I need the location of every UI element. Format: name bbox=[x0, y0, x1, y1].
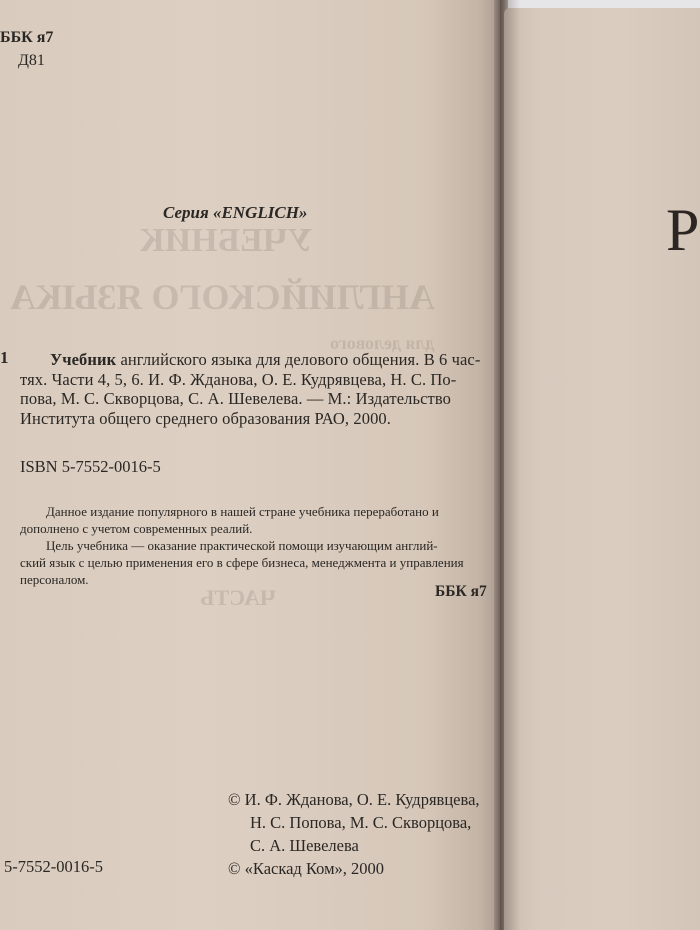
bbk-code-top: ББК я7 bbox=[0, 29, 54, 46]
copyright-line: С. А. Шевелева bbox=[250, 836, 359, 855]
annotation-line: Данное издание популярного в нашей стране учебника переработано и bbox=[46, 504, 439, 519]
bibliography-line-4: Института общего среднего образования РАО, 2000. bbox=[20, 408, 391, 428]
bbk-code-bottom: ББК я7 bbox=[435, 583, 487, 600]
annotation-line: персоналом. bbox=[20, 572, 89, 587]
right-page-title-fragment: Р bbox=[666, 197, 700, 263]
annotation-line: дополнено с учетом современных реалий. bbox=[20, 521, 253, 536]
annotation-line: Цель учебника — оказание практической помощи изучающим англий- bbox=[46, 538, 438, 553]
series-title: Серия «ENGLICH» bbox=[163, 203, 308, 222]
bibliography-line-2: тях. Части 4, 5, 6. И. Ф. Жданова, О. Е. Кудрявцева, Н. С. По- bbox=[20, 369, 457, 389]
copyright-block bbox=[228, 788, 480, 880]
isbn: ISBN 5-7552-0016-5 bbox=[20, 457, 161, 476]
copyright-line: Н. С. Попова, М. С. Скворцова, bbox=[250, 813, 472, 832]
bibliography-line-1-text: английского языка для делового общения. В 6 час- bbox=[116, 350, 481, 369]
bibliographic-description bbox=[20, 350, 496, 428]
gutter-shadow bbox=[500, 0, 520, 930]
copyright-line: © И. Ф. Жданова, О. Е. Кудрявцева, bbox=[228, 790, 480, 809]
right-page bbox=[504, 8, 700, 930]
margin-number: 1 bbox=[0, 348, 9, 367]
annotation bbox=[20, 503, 498, 588]
show-through-text: УЧЕБНИК АНГЛИЙСКОГО ЯЗЫКА для делового ЧАСТЬ bbox=[10, 222, 435, 610]
udc-code: Д81 bbox=[18, 52, 45, 69]
bibliography-line-3: пова, М. С. Скворцова, С. А. Шевелева. — М.: Издательство bbox=[20, 389, 451, 408]
bibliography-title-word: Учебник bbox=[50, 350, 117, 369]
copyright-line: © «Каскад Ком», 2000 bbox=[228, 859, 385, 878]
isbn-bottom: 5-7552-0016-5 bbox=[4, 857, 103, 876]
annotation-line: ский язык с целью применения его в сфере бизнеса, менеджмента и управления bbox=[20, 555, 464, 570]
bibliography-line-1 bbox=[20, 350, 496, 370]
